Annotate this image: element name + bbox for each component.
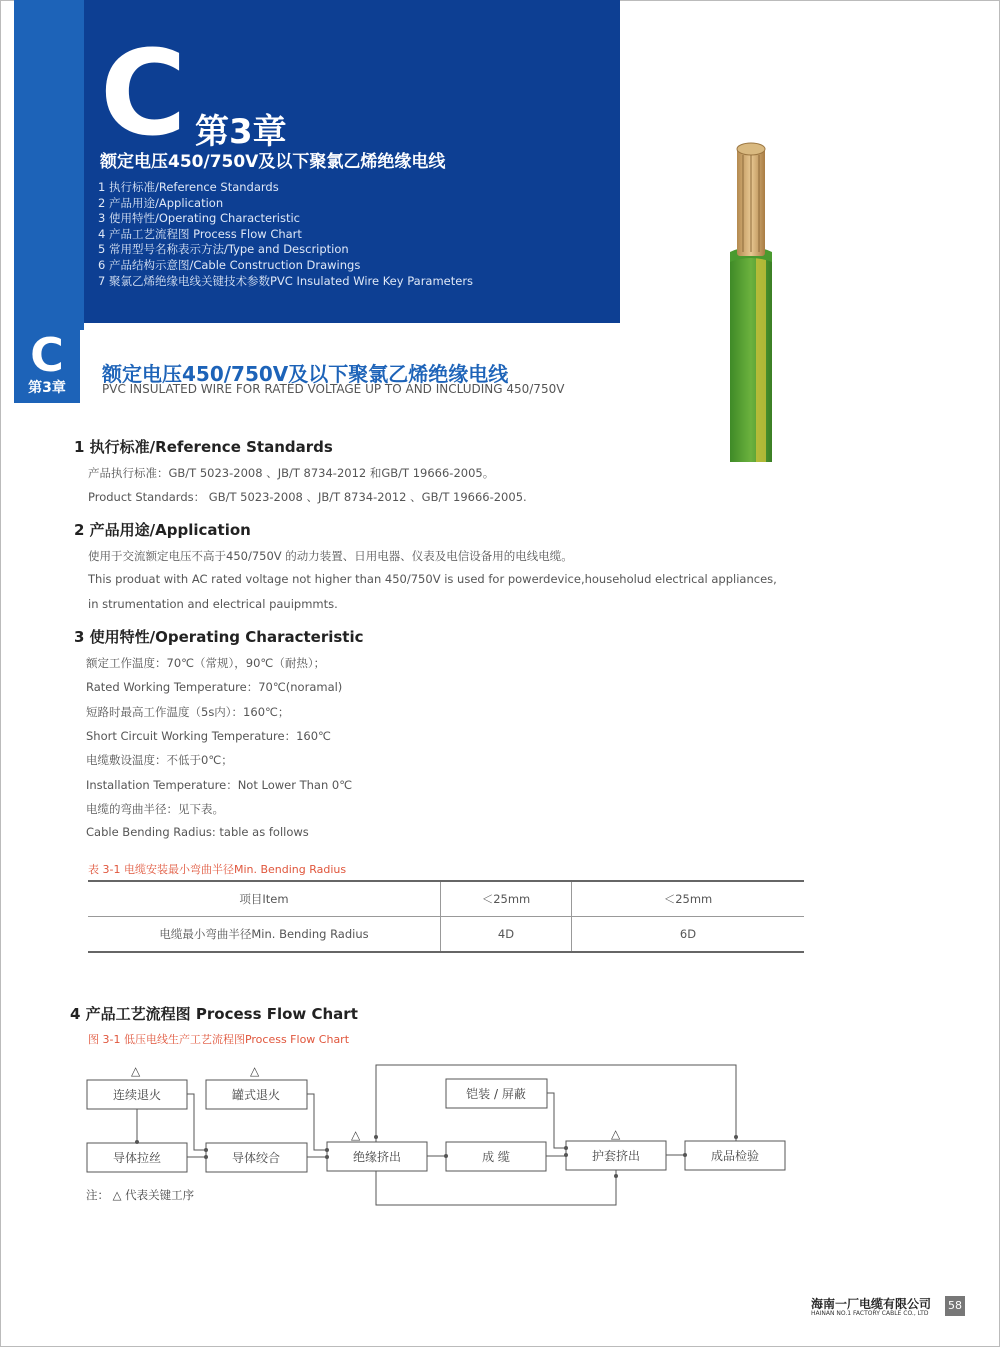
standards-en: Product Standards： GB/T 5023-2008 、JB/T 8734-2012 、GB/T 19666-2005. [88, 490, 527, 504]
label-annealing-continuous: 连续退火 [112, 1088, 162, 1102]
table-header-cell: 项目Item [88, 881, 441, 917]
key-marker: △ [611, 1127, 621, 1141]
toc-item[interactable]: 6 产品结构示意图/Cable Construction Drawings [98, 257, 361, 272]
heading-application: 2 产品用途/Application [74, 521, 251, 539]
wire-illustration [726, 140, 776, 465]
section-title-cn: 额定电压450/750V及以下聚氯乙烯绝缘电线 [102, 362, 509, 386]
label-wire-drawing: 导体拉丝 [112, 1151, 162, 1165]
characteristic-line: 额定工作温度：70℃（常规），90℃（耐热）； [86, 656, 326, 670]
heading-reference-standards: 1 执行标准/Reference Standards [74, 438, 333, 456]
characteristic-line: Short Circuit Working Temperature：160℃ [86, 729, 331, 743]
page-number: 58 [945, 1296, 965, 1316]
table-row [88, 917, 804, 953]
label-cabling: 成 缆 [482, 1150, 510, 1164]
heading-operating-characteristic: 3 使用特性/Operating Characteristic [74, 628, 364, 646]
section-title-en: PVC INSULATED WIRE FOR RATED VOLTAGE UP TO AND INCLUDING 450/750V [102, 382, 565, 396]
table-caption: 表 3-1 电缆安装最小弯曲半径Min. Bending Radius [88, 863, 347, 876]
label-sheath-extrusion: 护套挤出 [591, 1149, 641, 1163]
application-cn: 使用于交流额定电压不高于450/750V 的动力装置、日用电器、仪表及电信设备用的电线电缆。 [88, 549, 573, 563]
table-cell: 电缆最小弯曲半径Min. Bending Radius [88, 917, 441, 953]
flow-caption: 图 3-1 低压电线生产工艺流程图Process Flow Chart [88, 1033, 350, 1046]
characteristic-line: Installation Temperature：Not Lower Than 0℃ [86, 778, 353, 792]
characteristic-line: Rated Working Temperature：70℃(noramal) [86, 680, 343, 694]
label-stranding: 导体绞合 [231, 1151, 281, 1165]
header-side-strip [14, 0, 84, 330]
table-row [88, 881, 804, 917]
key-marker: △ [131, 1064, 141, 1078]
chapter-tab [14, 328, 80, 403]
flow-note: 注： △ 代表关键工序 [86, 1188, 195, 1202]
toc-item[interactable]: 5 常用型号名称表示方法/Type and Description [98, 242, 349, 257]
toc-item[interactable]: 3 使用特性/Operating Characteristic [98, 211, 300, 226]
label-annealing-tank: 罐式退火 [231, 1088, 281, 1102]
label-insulation-extrusion: 绝缘挤出 [352, 1150, 402, 1164]
toc-item[interactable]: 1 执行标准/Reference Standards [98, 180, 279, 194]
label-armour-shielding: 铠装 / 屏蔽 [466, 1087, 526, 1101]
key-marker: △ [250, 1064, 260, 1078]
footer-company-en: HAINAN NO.1 FACTORY CABLE CO., LTD [811, 1310, 929, 1317]
chapter-title: 额定电压450/750V及以下聚氯乙烯绝缘电线 [100, 152, 446, 172]
key-marker: △ [351, 1128, 361, 1142]
table-cell: 4D [441, 917, 572, 953]
toc-item[interactable]: 2 产品用途/Application [98, 195, 224, 210]
bending-radius-table [88, 880, 804, 953]
table-header-cell: ＜25mm [572, 881, 805, 917]
label-final-inspection: 成品检验 [710, 1149, 760, 1163]
characteristic-line: 电缆敷设温度：不低于0℃； [86, 753, 233, 767]
toc-item[interactable]: 4 产品工艺流程图 Process Flow Chart [98, 226, 302, 241]
table-of-contents [98, 180, 473, 289]
chapter-number: 第3章 [195, 112, 287, 152]
characteristic-line: 电缆的弯曲半径：见下表。 [86, 802, 224, 816]
application-en-1: This produat with AC rated voltage not higher than 450/750V is used for powerdevice,householud electrical appliances, [88, 572, 777, 586]
characteristic-line: 短路时最高工作温度（5s内）：160℃； [86, 705, 290, 719]
tab-chapter: 第3章 [28, 380, 66, 396]
chapter-letter: C [100, 24, 187, 162]
heading-process-flow: 4 产品工艺流程图 Process Flow Chart [70, 1005, 358, 1023]
standards-cn: 产品执行标准：GB/T 5023-2008 、JB/T 8734-2012 和GB/T 19666-2005。 [88, 466, 495, 480]
footer-company-cn: 海南一厂电缆有限公司 [811, 1297, 932, 1311]
table-cell: 6D [572, 917, 805, 953]
tab-letter: C [30, 328, 64, 382]
table-header-cell: ＜25mm [441, 881, 572, 917]
application-en-2: in strumentation and electrical pauipmmts. [88, 597, 338, 611]
characteristic-line: Cable Bending Radius: table as follows [86, 825, 309, 839]
toc-item[interactable]: 7 聚氯乙烯绝缘电线关键技术参数PVC Insulated Wire Key Parameters [98, 273, 474, 288]
